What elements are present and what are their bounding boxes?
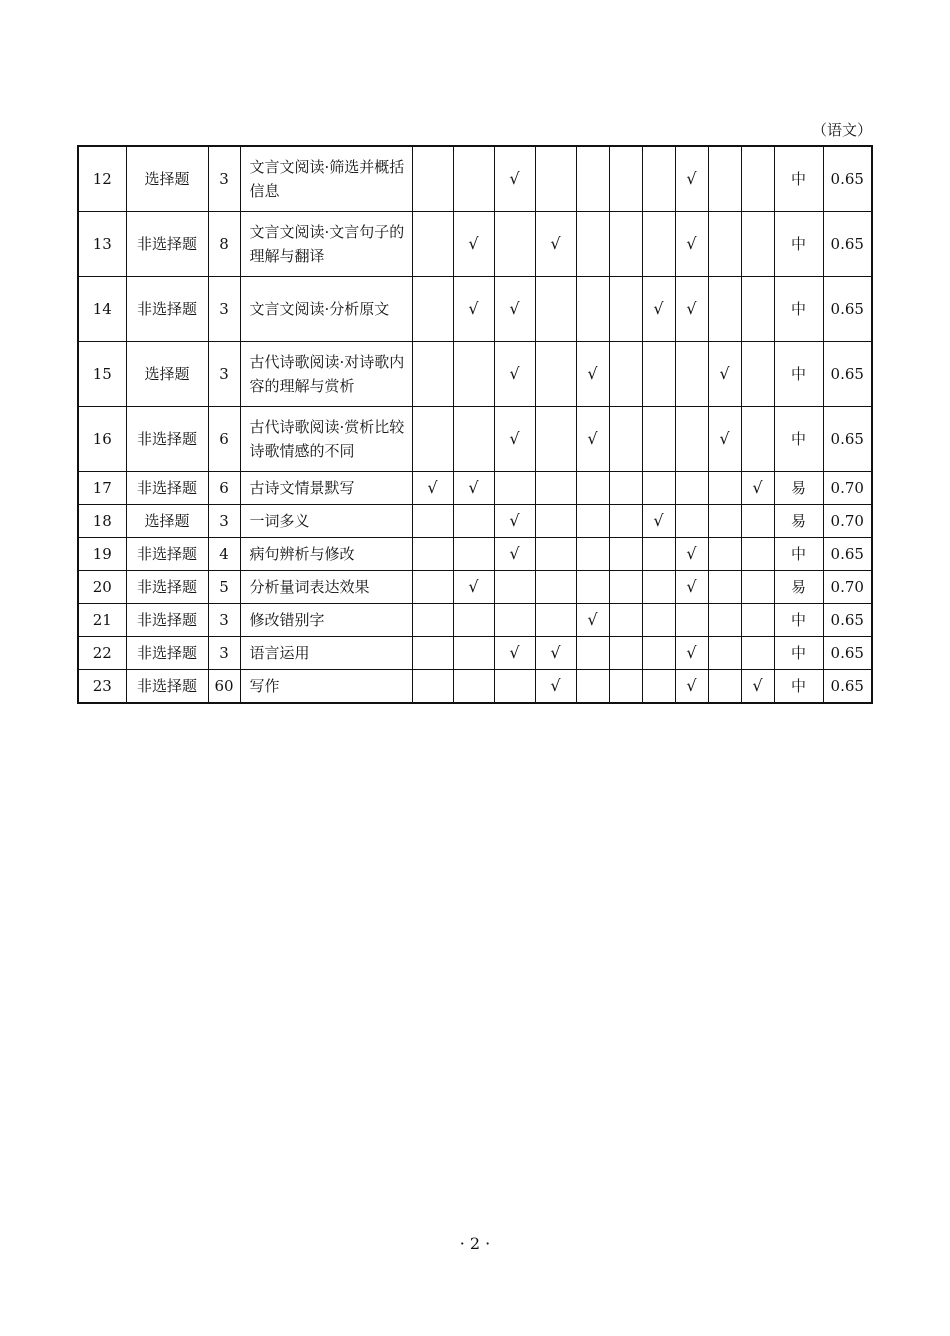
check-cell: √ xyxy=(675,277,708,342)
check-cell: √ xyxy=(535,212,576,277)
check-cell xyxy=(412,538,453,571)
check-cell: √ xyxy=(642,505,675,538)
check-cell xyxy=(453,670,494,704)
check-cell xyxy=(741,604,774,637)
content-cell: 文言文阅读·分析原文 xyxy=(240,277,412,342)
check-cell xyxy=(535,277,576,342)
subject-label: （语文） xyxy=(811,121,872,139)
question-type-cell: 非选择题 xyxy=(126,472,208,505)
check-cell xyxy=(708,277,741,342)
check-cell xyxy=(741,538,774,571)
question-number-cell: 16 xyxy=(78,407,126,472)
check-cell xyxy=(675,604,708,637)
check-cell xyxy=(453,604,494,637)
coefficient-cell: 0.65 xyxy=(823,604,872,637)
check-cell xyxy=(535,407,576,472)
question-number-cell: 23 xyxy=(78,670,126,704)
check-cell xyxy=(576,212,609,277)
check-cell xyxy=(708,538,741,571)
page-number: · 2 · xyxy=(459,1234,491,1253)
check-cell xyxy=(642,407,675,472)
content-cell: 修改错别字 xyxy=(240,604,412,637)
question-number-cell: 19 xyxy=(78,538,126,571)
check-cell xyxy=(576,670,609,704)
score-cell: 6 xyxy=(208,472,240,505)
check-cell xyxy=(576,505,609,538)
difficulty-cell: 易 xyxy=(774,472,823,505)
check-cell xyxy=(642,146,675,212)
check-cell xyxy=(609,407,642,472)
content-cell: 古代诗歌阅读·赏析比较诗歌情感的不同 xyxy=(240,407,412,472)
check-cell xyxy=(412,342,453,407)
content-cell: 写作 xyxy=(240,670,412,704)
check-cell xyxy=(741,505,774,538)
content-cell: 语言运用 xyxy=(240,637,412,670)
table-row xyxy=(78,505,872,538)
check-cell xyxy=(535,571,576,604)
check-cell: √ xyxy=(675,538,708,571)
coefficient-cell: 0.65 xyxy=(823,670,872,704)
check-cell xyxy=(412,604,453,637)
check-cell: √ xyxy=(494,146,535,212)
check-cell: √ xyxy=(708,407,741,472)
check-cell xyxy=(609,571,642,604)
score-cell: 3 xyxy=(208,277,240,342)
check-cell: √ xyxy=(494,407,535,472)
check-cell xyxy=(609,146,642,212)
check-cell xyxy=(609,472,642,505)
question-number-cell: 15 xyxy=(78,342,126,407)
check-cell xyxy=(576,472,609,505)
check-cell xyxy=(535,604,576,637)
question-type-cell: 非选择题 xyxy=(126,670,208,704)
check-cell xyxy=(494,212,535,277)
content-cell: 古代诗歌阅读·对诗歌内容的理解与赏析 xyxy=(240,342,412,407)
check-cell xyxy=(576,571,609,604)
difficulty-cell: 中 xyxy=(774,637,823,670)
check-cell xyxy=(741,342,774,407)
check-cell xyxy=(609,637,642,670)
check-cell xyxy=(642,342,675,407)
difficulty-cell: 中 xyxy=(774,342,823,407)
score-cell: 8 xyxy=(208,212,240,277)
difficulty-cell: 中 xyxy=(774,604,823,637)
content-cell: 古诗文情景默写 xyxy=(240,472,412,505)
check-cell xyxy=(708,472,741,505)
table-row xyxy=(78,637,872,670)
score-cell: 3 xyxy=(208,342,240,407)
table-row xyxy=(78,472,872,505)
check-cell xyxy=(412,212,453,277)
check-cell xyxy=(453,146,494,212)
check-cell xyxy=(642,604,675,637)
table-row xyxy=(78,670,872,704)
check-cell xyxy=(453,407,494,472)
coefficient-cell: 0.65 xyxy=(823,538,872,571)
question-type-cell: 非选择题 xyxy=(126,637,208,670)
check-cell: √ xyxy=(675,212,708,277)
check-cell xyxy=(412,146,453,212)
check-cell: √ xyxy=(453,472,494,505)
coefficient-cell: 0.65 xyxy=(823,146,872,212)
check-cell: √ xyxy=(453,212,494,277)
check-cell: √ xyxy=(675,571,708,604)
check-cell: √ xyxy=(535,637,576,670)
check-cell xyxy=(708,670,741,704)
check-cell xyxy=(494,571,535,604)
check-cell xyxy=(412,670,453,704)
question-type-cell: 选择题 xyxy=(126,505,208,538)
question-type-cell: 非选择题 xyxy=(126,538,208,571)
check-cell xyxy=(708,212,741,277)
check-cell: √ xyxy=(675,670,708,704)
check-cell xyxy=(741,571,774,604)
question-number-cell: 14 xyxy=(78,277,126,342)
check-cell xyxy=(741,637,774,670)
check-cell xyxy=(675,472,708,505)
check-cell xyxy=(412,571,453,604)
difficulty-cell: 中 xyxy=(774,407,823,472)
check-cell xyxy=(576,538,609,571)
question-number-cell: 21 xyxy=(78,604,126,637)
check-cell xyxy=(453,538,494,571)
score-cell: 5 xyxy=(208,571,240,604)
table-row xyxy=(78,277,872,342)
exam-specification-table xyxy=(77,145,873,704)
coefficient-cell: 0.65 xyxy=(823,407,872,472)
content-cell: 一词多义 xyxy=(240,505,412,538)
check-cell xyxy=(642,538,675,571)
check-cell xyxy=(708,571,741,604)
check-cell: √ xyxy=(494,538,535,571)
table-body xyxy=(78,146,872,703)
check-cell: √ xyxy=(675,637,708,670)
check-cell xyxy=(675,505,708,538)
content-cell: 分析量词表达效果 xyxy=(240,571,412,604)
difficulty-cell: 中 xyxy=(774,670,823,704)
question-type-cell: 选择题 xyxy=(126,146,208,212)
content-cell: 文言文阅读·文言句子的理解与翻译 xyxy=(240,212,412,277)
check-cell xyxy=(642,212,675,277)
question-number-cell: 17 xyxy=(78,472,126,505)
check-cell xyxy=(609,670,642,704)
check-cell: √ xyxy=(494,637,535,670)
check-cell xyxy=(535,505,576,538)
score-cell: 3 xyxy=(208,505,240,538)
check-cell xyxy=(675,342,708,407)
coefficient-cell: 0.65 xyxy=(823,212,872,277)
check-cell: √ xyxy=(494,505,535,538)
score-cell: 60 xyxy=(208,670,240,704)
check-cell xyxy=(741,277,774,342)
score-cell: 6 xyxy=(208,407,240,472)
table-row xyxy=(78,212,872,277)
difficulty-cell: 中 xyxy=(774,538,823,571)
check-cell xyxy=(535,342,576,407)
check-cell: √ xyxy=(453,571,494,604)
check-cell xyxy=(741,212,774,277)
check-cell xyxy=(609,212,642,277)
score-cell: 3 xyxy=(208,604,240,637)
check-cell xyxy=(609,604,642,637)
check-cell xyxy=(675,407,708,472)
coefficient-cell: 0.70 xyxy=(823,505,872,538)
coefficient-cell: 0.70 xyxy=(823,472,872,505)
difficulty-cell: 易 xyxy=(774,505,823,538)
question-type-cell: 非选择题 xyxy=(126,571,208,604)
check-cell: √ xyxy=(675,146,708,212)
check-cell xyxy=(609,277,642,342)
score-cell: 3 xyxy=(208,146,240,212)
check-cell xyxy=(708,146,741,212)
check-cell xyxy=(576,637,609,670)
check-cell xyxy=(494,472,535,505)
coefficient-cell: 0.65 xyxy=(823,277,872,342)
check-cell xyxy=(412,277,453,342)
check-cell xyxy=(576,277,609,342)
check-cell xyxy=(609,342,642,407)
table-row xyxy=(78,538,872,571)
question-number-cell: 12 xyxy=(78,146,126,212)
check-cell xyxy=(494,604,535,637)
content-cell: 文言文阅读·筛选并概括信息 xyxy=(240,146,412,212)
check-cell xyxy=(535,146,576,212)
question-type-cell: 选择题 xyxy=(126,342,208,407)
check-cell xyxy=(412,407,453,472)
check-cell xyxy=(741,407,774,472)
table-row xyxy=(78,571,872,604)
check-cell: √ xyxy=(412,472,453,505)
check-cell xyxy=(412,505,453,538)
check-cell: √ xyxy=(576,342,609,407)
check-cell xyxy=(642,637,675,670)
check-cell xyxy=(576,146,609,212)
check-cell xyxy=(741,146,774,212)
check-cell: √ xyxy=(708,342,741,407)
check-cell: √ xyxy=(494,342,535,407)
check-cell xyxy=(535,472,576,505)
table-row xyxy=(78,146,872,212)
coefficient-cell: 0.70 xyxy=(823,571,872,604)
check-cell xyxy=(609,538,642,571)
question-type-cell: 非选择题 xyxy=(126,407,208,472)
check-cell xyxy=(708,637,741,670)
check-cell xyxy=(453,505,494,538)
coefficient-cell: 0.65 xyxy=(823,637,872,670)
check-cell: √ xyxy=(741,670,774,704)
check-cell: √ xyxy=(576,604,609,637)
check-cell xyxy=(642,472,675,505)
question-type-cell: 非选择题 xyxy=(126,604,208,637)
question-number-cell: 22 xyxy=(78,637,126,670)
difficulty-cell: 中 xyxy=(774,212,823,277)
difficulty-cell: 易 xyxy=(774,571,823,604)
difficulty-cell: 中 xyxy=(774,146,823,212)
check-cell xyxy=(453,342,494,407)
score-cell: 4 xyxy=(208,538,240,571)
check-cell xyxy=(535,538,576,571)
table-row xyxy=(78,604,872,637)
check-cell: √ xyxy=(494,277,535,342)
difficulty-cell: 中 xyxy=(774,277,823,342)
check-cell xyxy=(453,637,494,670)
check-cell: √ xyxy=(642,277,675,342)
question-number-cell: 18 xyxy=(78,505,126,538)
question-type-cell: 非选择题 xyxy=(126,277,208,342)
table-row xyxy=(78,342,872,407)
coefficient-cell: 0.65 xyxy=(823,342,872,407)
question-number-cell: 13 xyxy=(78,212,126,277)
check-cell xyxy=(642,571,675,604)
score-cell: 3 xyxy=(208,637,240,670)
check-cell xyxy=(642,670,675,704)
check-cell: √ xyxy=(535,670,576,704)
check-cell xyxy=(708,505,741,538)
content-cell: 病句辨析与修改 xyxy=(240,538,412,571)
check-cell xyxy=(708,604,741,637)
check-cell: √ xyxy=(576,407,609,472)
table-row xyxy=(78,407,872,472)
check-cell xyxy=(412,637,453,670)
question-type-cell: 非选择题 xyxy=(126,212,208,277)
check-cell xyxy=(494,670,535,704)
check-cell xyxy=(609,505,642,538)
check-cell: √ xyxy=(453,277,494,342)
check-cell: √ xyxy=(741,472,774,505)
question-number-cell: 20 xyxy=(78,571,126,604)
